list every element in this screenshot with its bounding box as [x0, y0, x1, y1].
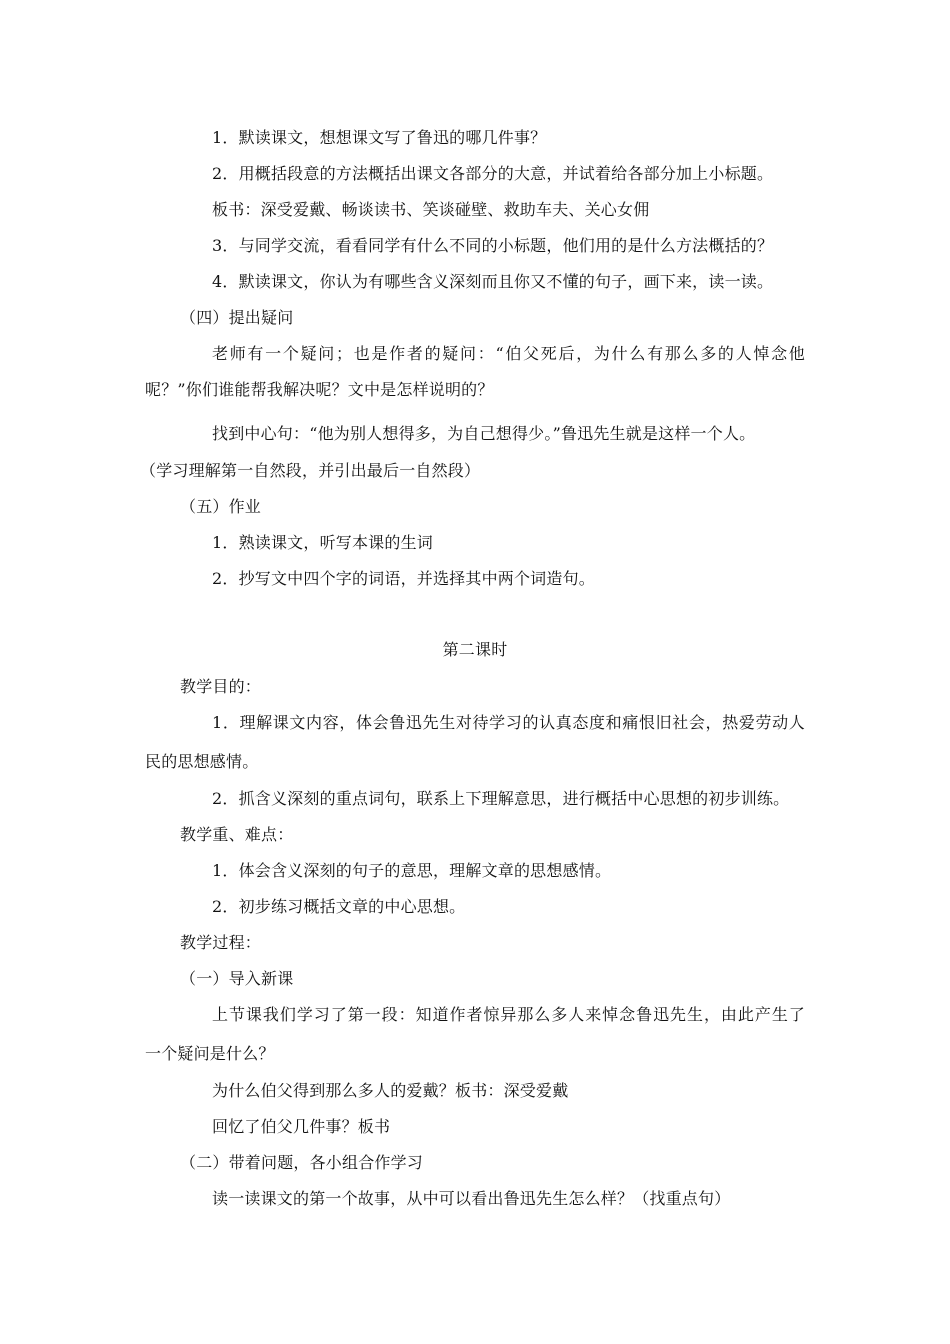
text-line: 上节课我们学习了第一段：知道作者惊异那么多人来悼念鲁迅先生，由此产生了 [212, 1005, 805, 1024]
lesson-title: 第二课时 [442, 640, 508, 659]
text-line: 1．体会含义深刻的句子的意思，理解文章的思想感情。 [212, 861, 612, 880]
text-line: 1．理解课文内容，体会鲁迅先生对待学习的认真态度和痛恨旧社会，热爱劳动人 [212, 713, 805, 732]
text-line: 2．抓含义深刻的重点词句，联系上下理解意思，进行概括中心思想的初步训练。 [212, 789, 790, 808]
text-line: 找到中心句：“他为别人想得多，为自己想得少。”鲁迅先生就是这样一个人。 [212, 424, 756, 443]
text-line: 读一读课文的第一个故事，从中可以看出鲁迅先生怎么样？（找重点句） [212, 1189, 731, 1208]
section-heading: 教学目的： [180, 677, 262, 696]
text-line: 4．默读课文，你认为有哪些含义深刻而且你又不懂的句子，画下来，读一读。 [212, 272, 774, 291]
section-heading: （四）提出疑问 [180, 308, 294, 327]
text-line: 2．初步练习概括文章的中心思想。 [212, 897, 466, 916]
text-line: 2．用概括段意的方法概括出课文各部分的大意，并试着给各部分加上小标题。 [212, 164, 774, 183]
text-line: 回忆了伯父几件事？板书 [212, 1117, 391, 1136]
text-line: 民的思想感情。 [145, 752, 259, 771]
section-heading: （一）导入新课 [180, 969, 294, 988]
text-line: 老师有一个疑问；也是作者的疑问：“伯父死后，为什么有那么多的人悼念他 [212, 344, 805, 363]
text-line: 呢？”你们谁能帮我解决呢？文中是怎样说明的？ [145, 380, 494, 399]
text-line: 1．默读课文，想想课文写了鲁迅的哪几件事？ [212, 128, 547, 147]
text-line: 2．抄写文中四个字的词语，并选择其中两个词造句。 [212, 569, 595, 588]
text-line: 为什么伯父得到那么多人的爱戴？板书：深受爱戴 [212, 1081, 569, 1100]
section-heading: （二）带着问题，各小组合作学习 [180, 1153, 424, 1172]
text-line: 3．与同学交流，看看同学有什么不同的小标题，他们用的是什么方法概括的？ [212, 236, 774, 255]
section-heading: 教学过程： [180, 933, 262, 952]
section-heading: （五）作业 [180, 497, 262, 516]
text-line: 1．熟读课文，听写本课的生词 [212, 533, 433, 552]
text-line: 板书：深受爱戴、畅谈读书、笑谈碰壁、救助车夫、关心女佣 [212, 200, 650, 219]
section-heading: 教学重、难点： [180, 825, 294, 844]
text-line: （学习理解第一自然段，并引出最后一自然段） [140, 461, 481, 480]
text-line: 一个疑问是什么？ [145, 1044, 275, 1063]
